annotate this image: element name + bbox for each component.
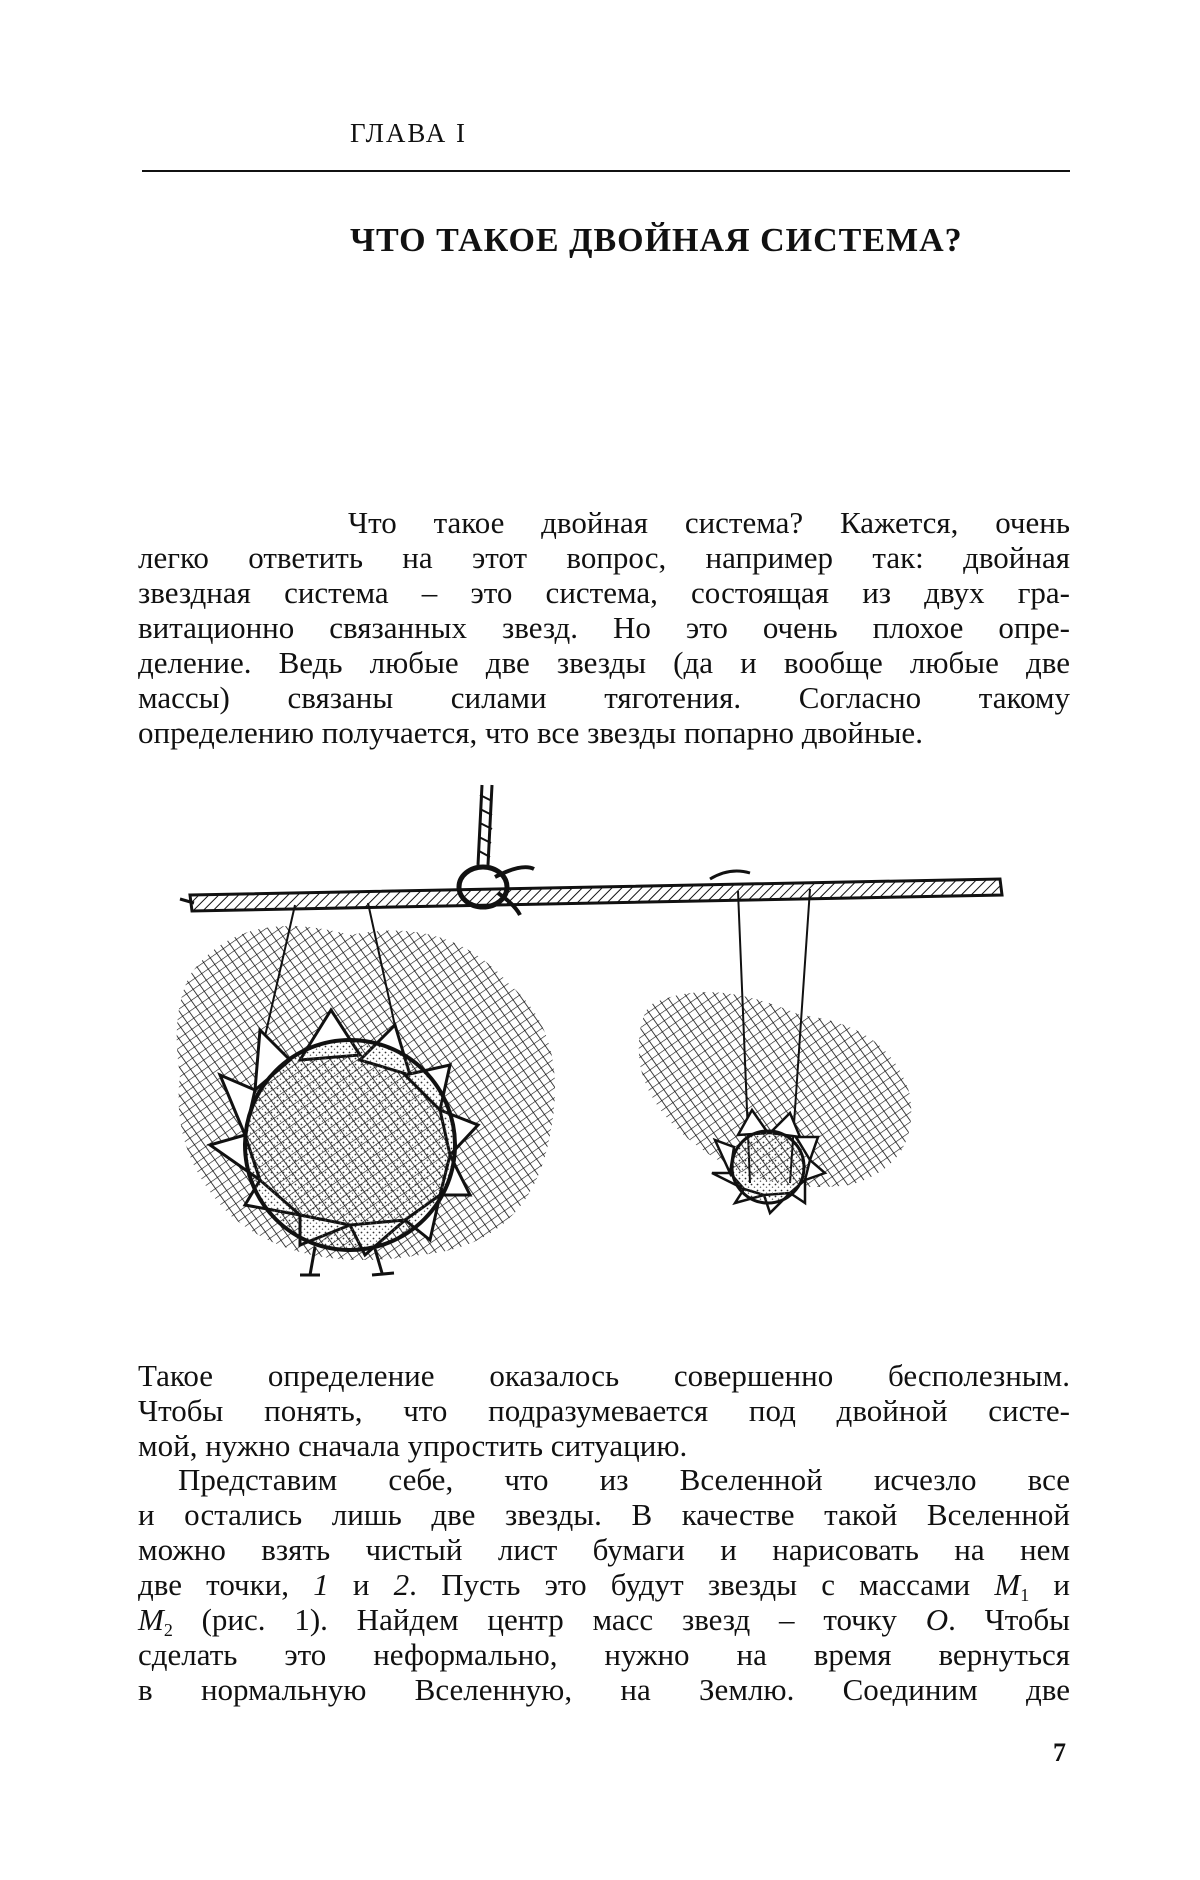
chapter-title: ЧТО ТАКОЕ ДВОЙНАЯ СИСТЕМА? — [350, 222, 963, 259]
mass-symbol: M — [994, 1567, 1021, 1602]
text-line: легко ответить на этот вопрос, например так: двойная — [138, 540, 1070, 575]
text-fragment: и — [1029, 1567, 1070, 1602]
text-line — [138, 1602, 1071, 1640]
text-line: Представим себе, что из Вселенной исчезло все — [178, 1462, 1070, 1497]
text-fragment: . Пусть это будут звезды с массами — [409, 1567, 995, 1602]
text-line: деление. Ведь любые две звезды (да и вообще любые две — [138, 645, 1070, 680]
stick-icon — [180, 871, 1002, 911]
text-line: можно взять чистый лист бумаги и нарисовать на нем — [138, 1532, 1070, 1567]
header-divider — [142, 170, 1070, 172]
text-line: и остались лишь две звезды. В качестве такой Вселенной — [138, 1497, 1070, 1532]
text-fragment: . Чтобы — [948, 1602, 1071, 1637]
text-line: Что такое двойная система? Кажется, очень — [348, 505, 1070, 540]
text-line: витационно связанных звезд. Но это очень плохое опре- — [138, 610, 1070, 645]
text-line: массы) связаны силами тяготения. Согласно такому — [138, 680, 1070, 715]
mass-subscript: 2 — [163, 1620, 173, 1640]
text-line: Чтобы понять, что подразумевается под двойной систе- — [138, 1393, 1070, 1428]
mass-subscript: 1 — [1020, 1585, 1030, 1605]
text-line: в нормальную Вселенную, на Землю. Соединим две — [138, 1672, 1070, 1707]
point-symbol: O — [925, 1602, 949, 1637]
paragraph-conclusion — [138, 1358, 1070, 1463]
text-line: сделать это неформально, нужно на время вернуться — [138, 1637, 1070, 1672]
text-line: звездная система – это система, состоящая из двух гра- — [138, 575, 1070, 610]
text-line: определению получается, что все звезды попарно двойные. — [138, 715, 923, 750]
text-fragment: две точки, — [138, 1567, 314, 1602]
text-line: мой, нужно сначала упростить ситуацию. — [138, 1428, 688, 1463]
text-fragment: и — [328, 1567, 394, 1602]
text-fragment: (рис. 1). Найдем центр масс звезд – точку — [172, 1602, 926, 1637]
mass-symbol: M — [138, 1602, 164, 1637]
point-label: 1 — [313, 1567, 329, 1602]
paragraph-intro — [138, 505, 1070, 750]
text-line: Такое определение оказалось совершенно бесполезным. — [138, 1358, 1070, 1393]
text-line — [138, 1567, 1070, 1605]
chapter-label: ГЛАВА I — [350, 118, 467, 148]
paragraph-thought-experiment — [138, 1462, 1070, 1707]
point-label: 2 — [393, 1567, 410, 1602]
page-number: 7 — [1053, 1738, 1066, 1767]
balance-illustration — [150, 775, 1060, 1295]
